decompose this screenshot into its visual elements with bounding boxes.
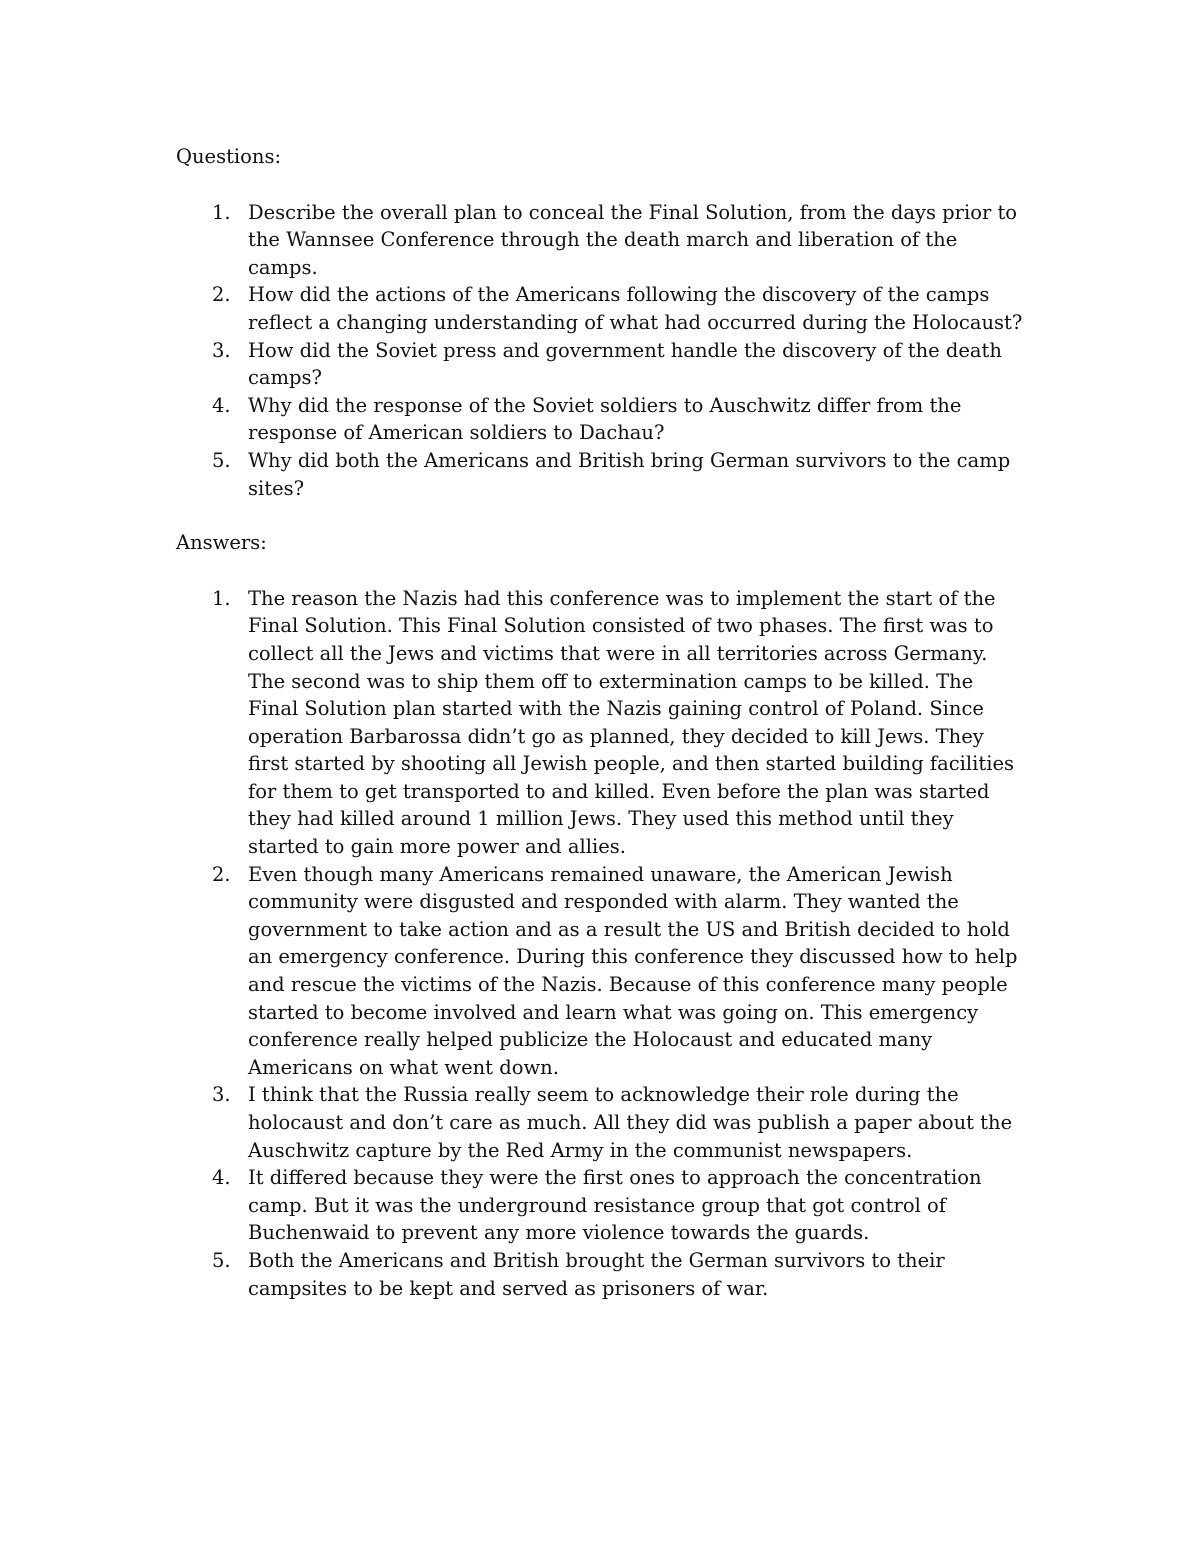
answer-number: 2.: [212, 862, 231, 886]
answer-item: [176, 1164, 1028, 1247]
question-text: How did the actions of the Americans following the discovery of the camps reflect a changing understanding of what had occurred during the Holocaust?: [248, 283, 1023, 334]
answer-text: The reason the Nazis had this conference was to implement the start of the Final Solution. This Final Solution consisted of two phases. The first was to collect all the Jews and victims that were in all territories across Germany. The second was to ship them off to extermination camps to be killed. The Final Solution plan started with the Nazis gaining control of Poland. Since operation Barbarossa didn’t go as planned, they decided to kill Jews. They first started by shooting all Jewish people, and then started building facilities for them to get transported to and killed. Even before the plan was started they had killed around 1 million Jews. They used this method until they started to gain more power and allies.: [248, 586, 1015, 859]
question-item: [176, 392, 1028, 447]
question-text: Why did both the Americans and British bring German survivors to the camp sites?: [248, 448, 1011, 500]
question-text: Why did the response of the Soviet soldiers to Auschwitz differ from the response of American soldiers to Dachau?: [248, 393, 962, 445]
question-number: 3.: [212, 338, 231, 362]
question-item: [176, 281, 1028, 336]
answers-heading: Answers:: [176, 531, 267, 555]
answer-text: I think that the Russia really seem to acknowledge their role during the holocaust and don’t care as much. All they did was publish a paper about the Auschwitz capture by the Red Army in the communist newspapers.: [248, 1083, 1013, 1162]
document-content: [176, 143, 1036, 1302]
questions-heading: Questions:: [176, 145, 282, 168]
answer-item: [176, 861, 1028, 1082]
answers-list: [176, 585, 1036, 1302]
answer-number: 5.: [212, 1248, 231, 1272]
question-text: Describe the overall plan to conceal the Final Solution, from the days prior to the Wannsee Conference through the death march and liberation of the camps.: [248, 200, 1018, 279]
question-item: [176, 199, 1028, 282]
question-item: [176, 337, 1028, 392]
answer-item: [176, 585, 1028, 861]
question-number: 5.: [212, 448, 231, 472]
answer-text: Even though many Americans remained unaware, the American Jewish community were disgusted and responded with alarm. They wanted the government to take action and as a result the US and British decided to hold an emergency conference. During this conference they discussed how to help and rescue the victims of the Nazis. Because of this conference many people started to become involved and learn what was going on. This emergency conference really helped publicize the Holocaust and educated many Americans on what went down.: [248, 862, 1018, 1079]
answer-number: 1.: [212, 586, 231, 610]
answer-item: [176, 1081, 1028, 1164]
questions-list: [176, 199, 1036, 503]
answer-text: It differed because they were the first ones to approach the concentration camp. But it was the underground resistance group that got control of Buchenwaid to prevent any more violence towards the guards.: [248, 1166, 982, 1245]
answer-number: 4.: [212, 1166, 231, 1190]
question-number: 1.: [212, 200, 231, 224]
answer-text: Both the Americans and British brought the German survivors to their campsites to be kept and served as prisoners of war.: [248, 1248, 945, 1300]
question-number: 4.: [212, 393, 231, 417]
question-text: How did the Soviet press and government handle the discovery of the death camps?: [248, 338, 1002, 390]
question-number: 2.: [212, 283, 231, 307]
question-item: [176, 447, 1028, 502]
answer-item: [176, 1247, 1028, 1302]
answer-number: 3.: [212, 1083, 231, 1107]
